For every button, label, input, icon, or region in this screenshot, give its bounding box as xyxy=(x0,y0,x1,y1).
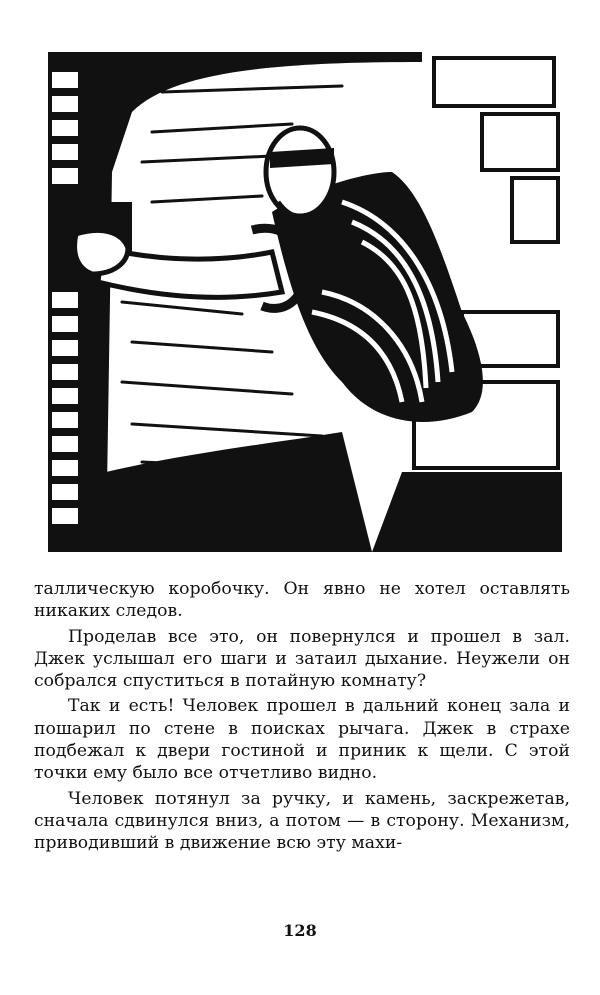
paragraph-continuation: таллическую коробочку. Он явно не хотел оставлять никаких следов. xyxy=(34,579,570,622)
paragraph: Человек потянул за ручку, и камень, заскрежетав, сначала сдвинулся вниз, а потом — в сторону. Механизм, приводивший в движение всю эту махи- xyxy=(34,788,570,854)
page-body-text xyxy=(34,578,570,855)
paragraph: Так и есть! Человек прошел в дальний конец зала и пошарил по стене в поисках рычага. Джек в страхе подбежал к двери гостиной и приник к щели. С этой точки ему было все отчетливо видно. xyxy=(34,696,570,784)
illustration-drawing xyxy=(42,52,562,552)
book-illustration xyxy=(42,52,562,552)
paragraph: Проделав все это, он повернулся и прошел в зал. Джек услышал его шаги и затаил дыхание. Неужели он собрался спуститься в потайную комнату? xyxy=(34,626,570,692)
page-number: 128 xyxy=(283,921,317,940)
